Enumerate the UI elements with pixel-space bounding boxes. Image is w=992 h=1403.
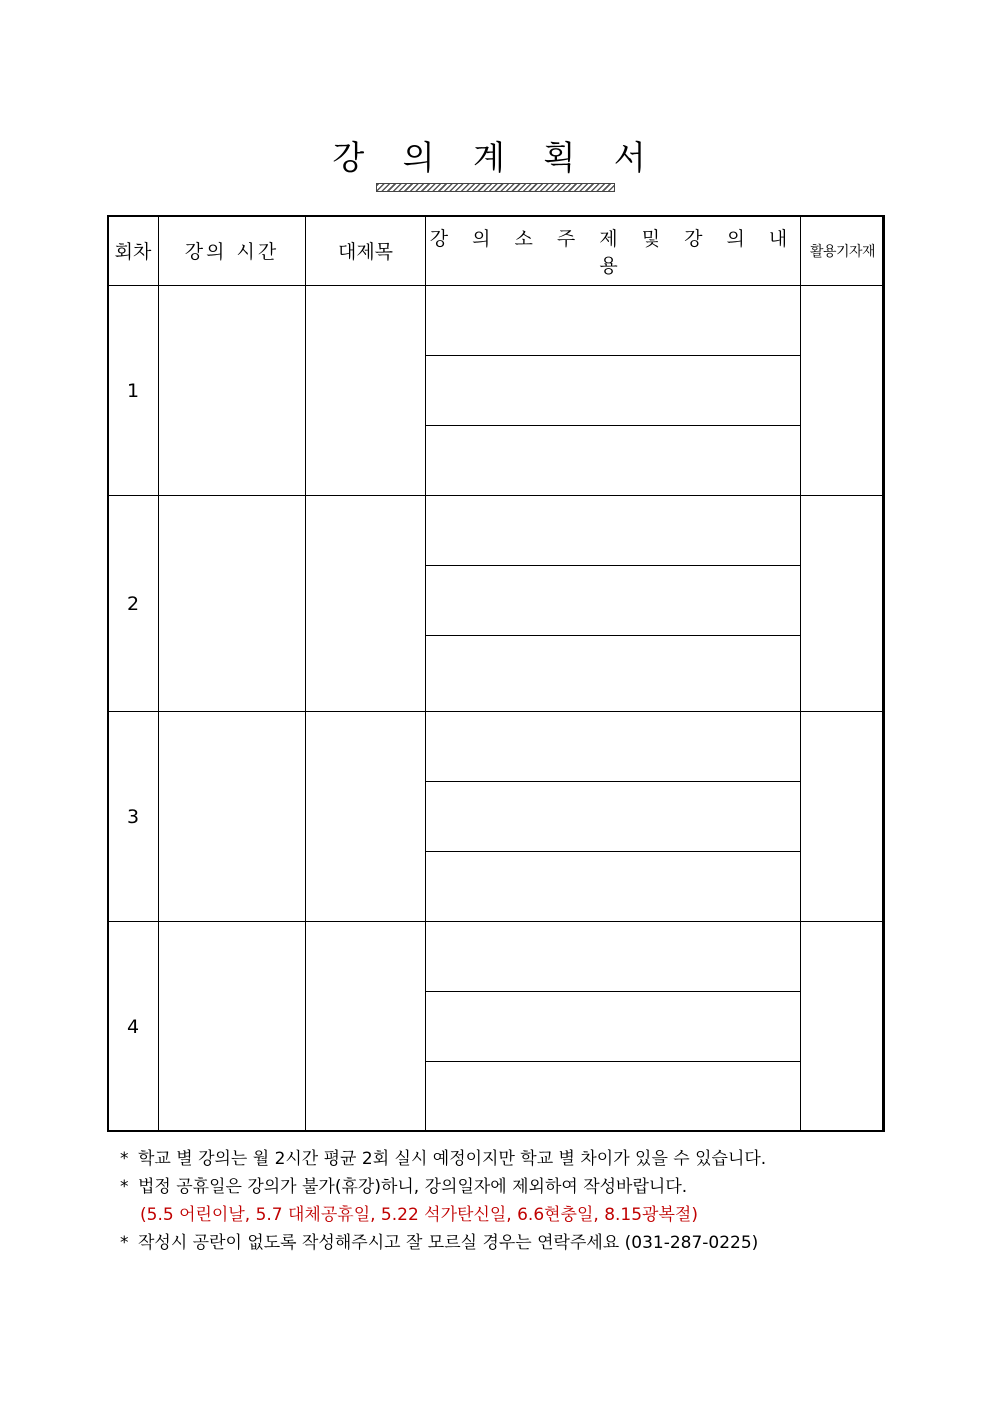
lecture-plan-table [107, 215, 885, 1132]
session-3-main-title-cell[interactable] [306, 712, 426, 922]
notes [120, 1145, 900, 1257]
session-1-subtopic-3-cell[interactable] [426, 426, 801, 496]
session-number-1: 1 [108, 286, 159, 496]
session-2-subtopic-1-cell[interactable] [426, 496, 801, 566]
header-subtopics-content: 강 의 소 주 제 및 강 의 내 용 [426, 216, 801, 286]
header-main-title: 대제목 [306, 216, 426, 286]
session-number-3: 3 [108, 712, 159, 922]
session-4-time-cell[interactable] [159, 922, 306, 1132]
session-1-main-title-cell[interactable] [306, 286, 426, 496]
document-title: 강 의 계 획 서 [332, 138, 660, 177]
note-text-4: 작성시 공란이 없도록 작성해주시고 잘 모르실 경우는 연락주세요 (031-287-0225) [138, 1233, 759, 1253]
session-2-subtopic-3-cell[interactable] [426, 636, 801, 712]
session-4-subtopic-1-cell[interactable] [426, 922, 801, 992]
session-1-subtopic-1-cell[interactable] [426, 286, 801, 356]
header-equipment: 활용기자재 [801, 216, 885, 286]
note-bullet: * [120, 1177, 129, 1197]
note-bullet: * [120, 1233, 129, 1253]
note-line-1 [120, 1145, 900, 1173]
session-4-subtopic-2-cell[interactable] [426, 992, 801, 1062]
session-1-equipment-cell[interactable] [801, 286, 885, 496]
note-bullet: * [120, 1149, 129, 1169]
session-2-main-title-cell[interactable] [306, 496, 426, 712]
session-2-time-cell[interactable] [159, 496, 306, 712]
session-2-equipment-cell[interactable] [801, 496, 885, 712]
header-lecture-time: 강의 시간 [159, 216, 306, 286]
session-3-equipment-cell[interactable] [801, 712, 885, 922]
session-number-2: 2 [108, 496, 159, 712]
note-text-1: 학교 별 강의는 월 2시간 평균 2회 실시 예정이지만 학교 별 차이가 있을 수 있습니다. [138, 1149, 767, 1169]
session-4-main-title-cell[interactable] [306, 922, 426, 1132]
session-1-time-cell[interactable] [159, 286, 306, 496]
session-3-time-cell[interactable] [159, 712, 306, 922]
note-holidays: (5.5 어린이날, 5.7 대체공휴일, 5.22 석가탄신일, 6.6현충일, 8.15광복절) [140, 1205, 698, 1225]
header-row [108, 216, 885, 286]
note-text-2: 법정 공휴일은 강의가 불가(휴강)하니, 강의일자에 제외하여 작성바랍니다. [138, 1177, 688, 1197]
session-3-subtopic-2-cell[interactable] [426, 782, 801, 852]
session-3-subtopic-3-cell[interactable] [426, 852, 801, 922]
session-4-subtopic-3-cell[interactable] [426, 1062, 801, 1132]
header-session: 회차 [108, 216, 159, 286]
session-2-subtopic-2-cell[interactable] [426, 566, 801, 636]
session-4-equipment-cell[interactable] [801, 922, 885, 1132]
note-line-2 [120, 1173, 900, 1201]
session-number-4: 4 [108, 922, 159, 1132]
session-1-subtopic-2-cell[interactable] [426, 356, 801, 426]
title-underline [376, 183, 615, 192]
note-line-4 [120, 1229, 900, 1257]
session-3-subtopic-1-cell[interactable] [426, 712, 801, 782]
